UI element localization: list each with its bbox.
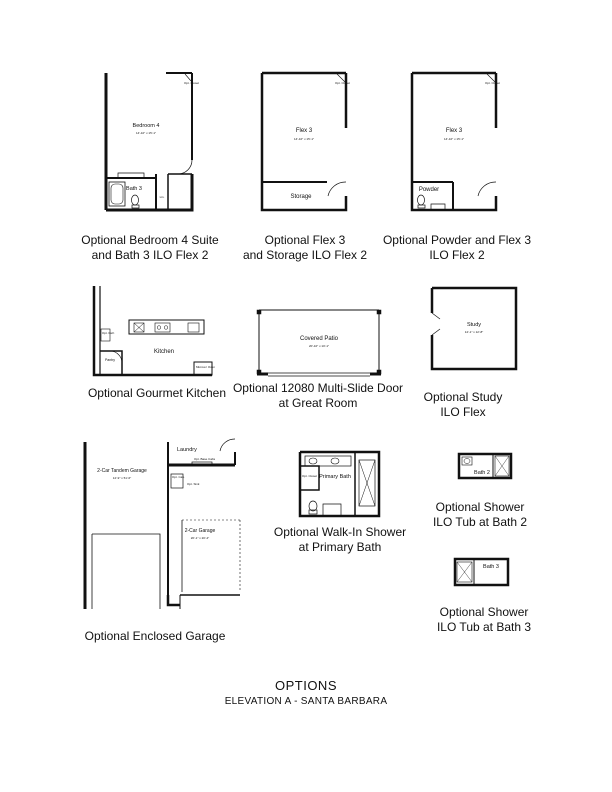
laundry-label: Laundry [177, 447, 197, 453]
room-label: Bedroom 4 [132, 123, 160, 129]
room-dims: 14'-10" x 15'-1" [443, 137, 465, 141]
page-subtitle: ELEVATION A - SANTA BARBARA [224, 696, 388, 707]
closet-label: Opt. Closet [302, 474, 318, 478]
caption-line: ILO Flex 2 [429, 248, 485, 262]
caption-powder-flex3 [372, 233, 542, 263]
caption-line: Optional Powder and Flex 3 [382, 233, 532, 247]
plan-multislide [254, 306, 384, 378]
refrig-label: Opt. Refr. [102, 331, 115, 335]
room-label: Flex 3 [445, 128, 463, 134]
caption-line: and Storage ILO Flex 2 [242, 248, 368, 262]
caption-line: Optional 12080 Multi-Slide Door [232, 381, 404, 395]
cabinet-label: Opt. Base Cabs [194, 457, 216, 461]
closet-label: Opt. Closet [184, 81, 200, 85]
room-dims: 14'-1" x 12'-8" [464, 330, 484, 334]
room-dims: 14'-10" x 15'-1" [135, 131, 157, 135]
garage-dims: 20'-1" x 20'-4" [190, 536, 210, 540]
room-label: Study [466, 322, 482, 328]
plan-study [428, 285, 520, 373]
caption-line: Optional Shower [435, 500, 525, 514]
microwave-label: Microw./ Oven [196, 365, 216, 369]
garage-label: 2-Car Garage [184, 528, 216, 534]
caption-multislide [228, 381, 408, 411]
caption-gourmet-kitchen [77, 386, 237, 401]
closet-label: Opt. Closet [335, 81, 351, 85]
storage-label: Storage [290, 194, 312, 200]
caption-line: Optional Flex 3 [264, 233, 346, 247]
room-dims: 14'-10" x 15'-1" [293, 137, 315, 141]
caption-line: ILO Flex [440, 405, 486, 419]
caption-flex3-storage [225, 233, 385, 263]
bath-label: Bath 3 [126, 186, 142, 192]
room-label: Primary Bath [319, 474, 351, 480]
sink-label: Opt. Sink [187, 482, 200, 486]
plan-shower-bath3 [452, 556, 512, 588]
caption-bedroom4 [70, 233, 230, 263]
caption-line: Optional Enclosed Garage [84, 629, 226, 643]
tandem-dims: 14'-9" x 51'-6" [112, 476, 132, 480]
plan-shower-bath2 [457, 451, 513, 481]
caption-line: Optional Bedroom 4 Suite [81, 233, 219, 247]
plan-flex3-storage [257, 70, 353, 214]
room-label: Covered Patio [299, 336, 339, 342]
kitchen-label: Kitchen [153, 349, 175, 355]
linen-label: Lin. [159, 195, 165, 199]
caption-line: Optional Walk-In Shower [273, 525, 407, 539]
tandem-label: 2-Car Tandem Garage [97, 468, 147, 474]
caption-line: ILO Tub at Bath 2 [432, 515, 528, 529]
page-title: OPTIONS [274, 678, 337, 693]
room-label: Bath 2 [474, 470, 490, 476]
caption-line: Optional Study [423, 390, 503, 404]
caption-study [408, 390, 518, 420]
plan-gourmet-kitchen [90, 283, 216, 379]
caption-line: Optional Gourmet Kitchen [87, 386, 227, 400]
caption-walkin-shower [260, 525, 420, 555]
caption-line: at Great Room [278, 396, 358, 410]
caption-shower-bath3 [424, 605, 544, 635]
plan-walkin-shower [297, 448, 385, 520]
plan-bedroom4 [100, 70, 200, 214]
caption-enclosed-garage [75, 629, 235, 644]
optcab-label: Opt. Cab. [172, 475, 185, 479]
pantry-label: Pantry [104, 358, 116, 362]
caption-line: Optional Shower [439, 605, 529, 619]
plan-powder-flex3 [407, 70, 503, 214]
caption-line: and Bath 3 ILO Flex 2 [91, 248, 209, 262]
plan-enclosed-garage [82, 437, 242, 615]
room-label: Flex 3 [295, 128, 313, 134]
caption-shower-bath2 [420, 500, 540, 530]
caption-line: at Primary Bath [298, 540, 382, 554]
caption-line: ILO Tub at Bath 3 [436, 620, 532, 634]
powder-label: Powder [418, 187, 440, 193]
room-label: Bath 3 [483, 564, 499, 570]
closet-label: Opt. Closet [485, 81, 501, 85]
room-dims: 20'-10" x 10'-1" [308, 344, 330, 348]
